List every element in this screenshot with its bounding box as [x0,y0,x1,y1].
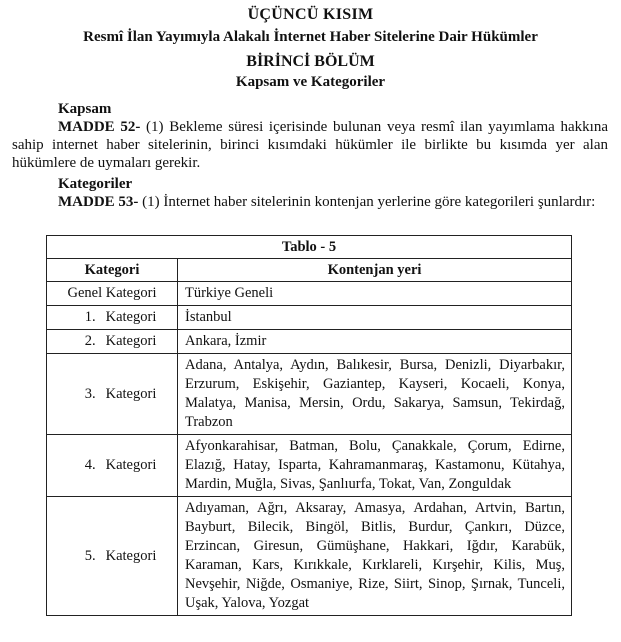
part-heading: ÜÇÜNCÜ KISIM [247,6,374,23]
categories-table [46,235,572,616]
article-53-label: MADDE 53- [58,194,139,210]
places-cell: Ankara, İzmir [178,330,572,354]
category-number: 2. [84,333,96,349]
article-53-paragraph [12,193,608,211]
places-cell: Afyonkarahisar, Batman, Bolu, Çanakkale, Çorum, Edirne, Elazığ, Hatay, Isparta, Kahramanmaraş, Kastamonu, Kütahya, Mardin, Muğla, Sivas, Şanlıurfa, Tokat, Van, Zonguldak [178,435,572,497]
column-header-places: Kontenjan yeri [178,259,572,282]
table-row [47,435,572,497]
category-label: Kategori [105,457,157,473]
category-cell [47,306,178,330]
category-label: Kategori [105,309,157,325]
part-title: Resmî İlan Yayımıyla Alakalı İnternet Haber Sitelerine Dair Hükümler [83,29,538,45]
table-row [47,306,572,330]
category-label: Kategori [105,333,157,349]
category-number: 3. [84,385,96,402]
article-52-paragraph [12,118,608,172]
places-cell: İstanbul [178,306,572,330]
table-caption: Tablo - 5 [47,236,572,259]
category-number: 5. [84,547,96,564]
category-number: 1. [84,309,96,325]
article-52-text: (1) Bekleme süresi içerisinde bulunan veya resmî ilan yayımlama hakkına sahip internet haber sitelerinin, birinci kısımdaki hükümler ile birlikte bu kısımda yer alan hükümlere de uymaları gerekir. [12,119,608,171]
category-cell [47,435,178,497]
category-label: Kategori [105,547,157,564]
table-row [47,354,572,435]
article-53-text: (1) İnternet haber sitelerinin kontenjan yerlerine göre kategorileri şunlardır: [138,194,596,210]
article-52-label: MADDE 52- [58,119,141,135]
category-cell [47,497,178,616]
category-number: 4. [84,457,96,473]
category-label: Kategori [105,385,157,402]
column-header-category: Kategori [47,259,178,282]
places-cell: Türkiye Geneli [178,282,572,306]
section-heading: BİRİNCİ BÖLÜM [246,53,375,70]
category-cell: Genel Kategori [47,282,178,306]
table-row [47,330,572,354]
article-52-heading: Kapsam [58,101,112,117]
places-cell: Adana, Antalya, Aydın, Balıkesir, Bursa, Denizli, Diyarbakır, Erzurum, Eskişehir, Gaziantep, Kayseri, Kocaeli, Konya, Malatya, Manisa, Mersin, Ordu, Sakarya, Samsun, Tekirdağ, Trabzon [178,354,572,435]
article-53-heading: Kategoriler [58,176,133,192]
section-title: Kapsam ve Kategoriler [235,74,386,90]
places-cell: Adıyaman, Ağrı, Aksaray, Amasya, Ardahan, Artvin, Bartın, Bayburt, Bilecik, Bingöl, Bitlis, Burdur, Çankırı, Düzce, Erzincan, Giresun, Gümüşhane, Hakkari, Iğdır, Karabük, Karaman, Kars, Kırıkkale, Kırklareli, Kırşehir, Kilis, Muş, Nevşehir, Niğde, Osmaniye, Rize, Siirt, Sinop, Şırnak, Tunceli, Uşak, Yalova, Yozgat [178,497,572,616]
table-row [47,282,572,306]
category-cell [47,330,178,354]
table-row [47,497,572,616]
category-cell [47,354,178,435]
